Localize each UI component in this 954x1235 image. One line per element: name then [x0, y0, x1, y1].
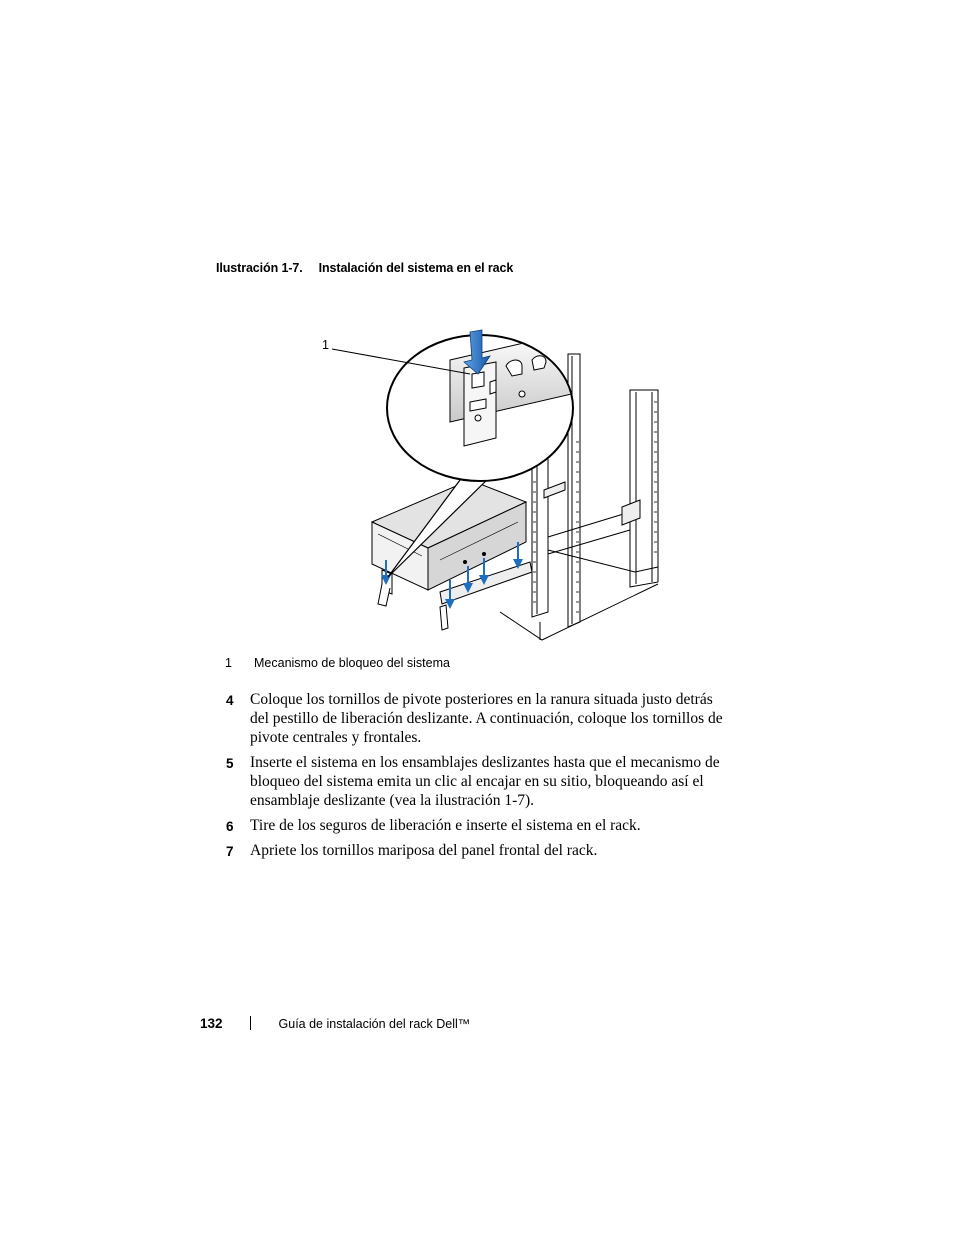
rack-installation-drawing — [300, 322, 680, 652]
step-number: 6 — [226, 819, 234, 834]
rack-installation-illustration — [300, 322, 680, 652]
step-text: Coloque los tornillos de pivote posteriores en la ranura situada justo detrás del pestillo de liberación deslizante. A continuación, coloque los tornillos de pivote centrales y frontales. — [250, 691, 723, 746]
installation-steps — [226, 690, 726, 866]
legend-number: 1 — [225, 656, 232, 670]
figure-caption-label: Ilustración 1-7. — [216, 261, 303, 275]
step-number: 7 — [226, 844, 234, 859]
footer-separator — [250, 1016, 251, 1030]
step-number: 5 — [226, 756, 234, 771]
page-footer — [200, 1016, 470, 1031]
step-text: Apriete los tornillos mariposa del panel frontal del rack. — [250, 842, 598, 859]
footer-title: Guía de instalación del rack Dell™ — [278, 1017, 471, 1031]
callout-number: 1 — [322, 338, 329, 352]
legend-text: Mecanismo de bloqueo del sistema — [254, 656, 450, 670]
step-5 — [226, 753, 726, 810]
step-6 — [226, 816, 726, 835]
page-number: 132 — [200, 1016, 223, 1031]
figure-legend — [225, 656, 450, 670]
step-4 — [226, 690, 726, 747]
step-7 — [226, 841, 726, 860]
step-text: Tire de los seguros de liberación e inserte el sistema en el rack. — [250, 817, 641, 834]
step-number: 4 — [226, 693, 234, 708]
figure-caption-title: Instalación del sistema en el rack — [318, 261, 514, 275]
figure-caption — [216, 261, 513, 275]
step-text: Inserte el sistema en los ensamblajes deslizantes hasta que el mecanismo de bloqueo del sistema emita un clic al encajar en su sitio, bloqueando así el ensamblaje deslizante (vea la ilustración 1-7). — [250, 754, 720, 809]
